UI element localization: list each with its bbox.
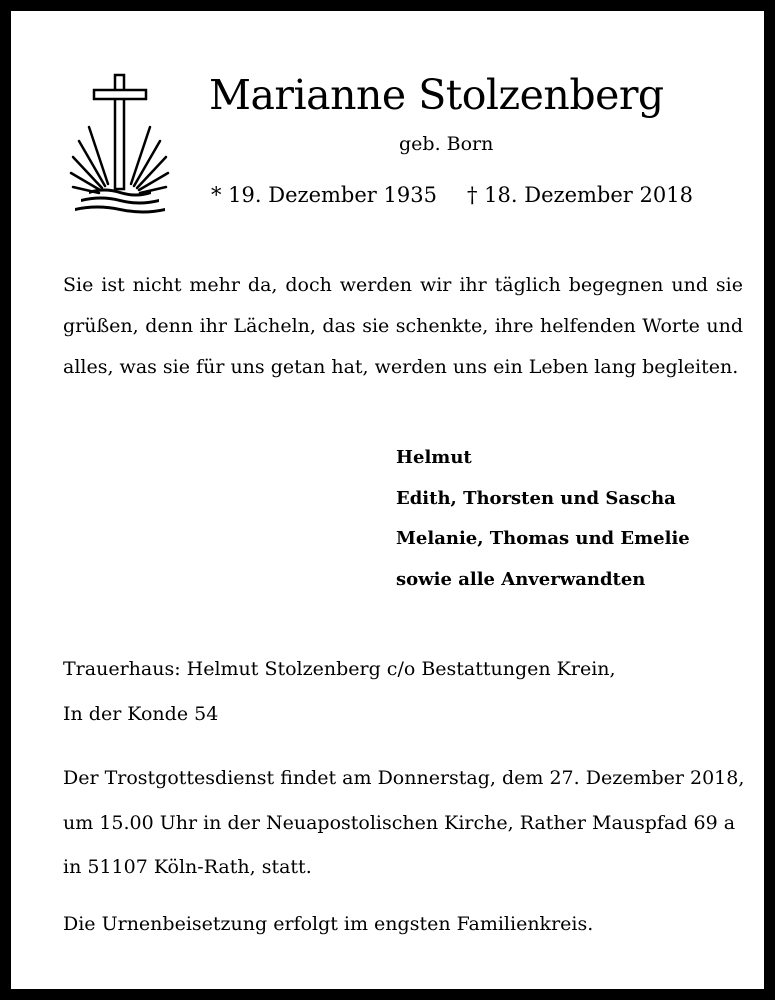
mourners-list [396, 438, 690, 600]
quote-line: Sie ist nicht mehr da, doch werden wir ihr täglich begegnen und sie [63, 274, 743, 296]
mourner: Edith, Thorsten und Sascha [396, 487, 676, 509]
deceased-name: Marianne Stolzenberg [209, 71, 664, 119]
urn-burial-line: Die Urnenbeisetzung erfolgt im engsten Familienkreis. [63, 913, 594, 935]
service-line: um 15.00 Uhr in der Neuapostolischen Kirche, Rather Mauspfad 69 a [63, 811, 736, 834]
urn-burial-note [63, 902, 593, 947]
service-line: Der Trostgottesdienst findet am Donnerstag, dem 27. Dezember 2018, [63, 767, 745, 789]
maiden-name: geb. Born [399, 133, 494, 155]
service-info [63, 756, 744, 890]
quote-line: grüßen, denn ihr Lächeln, das sie schenkte, ihre helfenden Worte und [63, 315, 743, 337]
quote-line: alles, was sie für uns getan hat, werden uns ein Leben lang begleiten. [63, 356, 739, 378]
mourner: Melanie, Thomas und Emelie [396, 528, 690, 549]
death-date: † 18. Dezember 2018 [467, 183, 693, 207]
cross-sunrise-water-icon [67, 69, 175, 219]
mourning-house [63, 647, 616, 736]
mourning-house-line: In der Konde 54 [63, 702, 219, 725]
mourning-house-line: Trauerhaus: Helmut Stolzenberg c/o Bestattungen Krein, [63, 658, 616, 680]
memorial-quote [63, 265, 743, 388]
mourner: sowie alle Anverwandten [396, 568, 646, 590]
birth-date: * 19. Dezember 1935 [211, 183, 437, 207]
service-line: in 51107 Köln-Rath, statt. [63, 856, 312, 878]
mourner: Helmut [396, 447, 472, 468]
